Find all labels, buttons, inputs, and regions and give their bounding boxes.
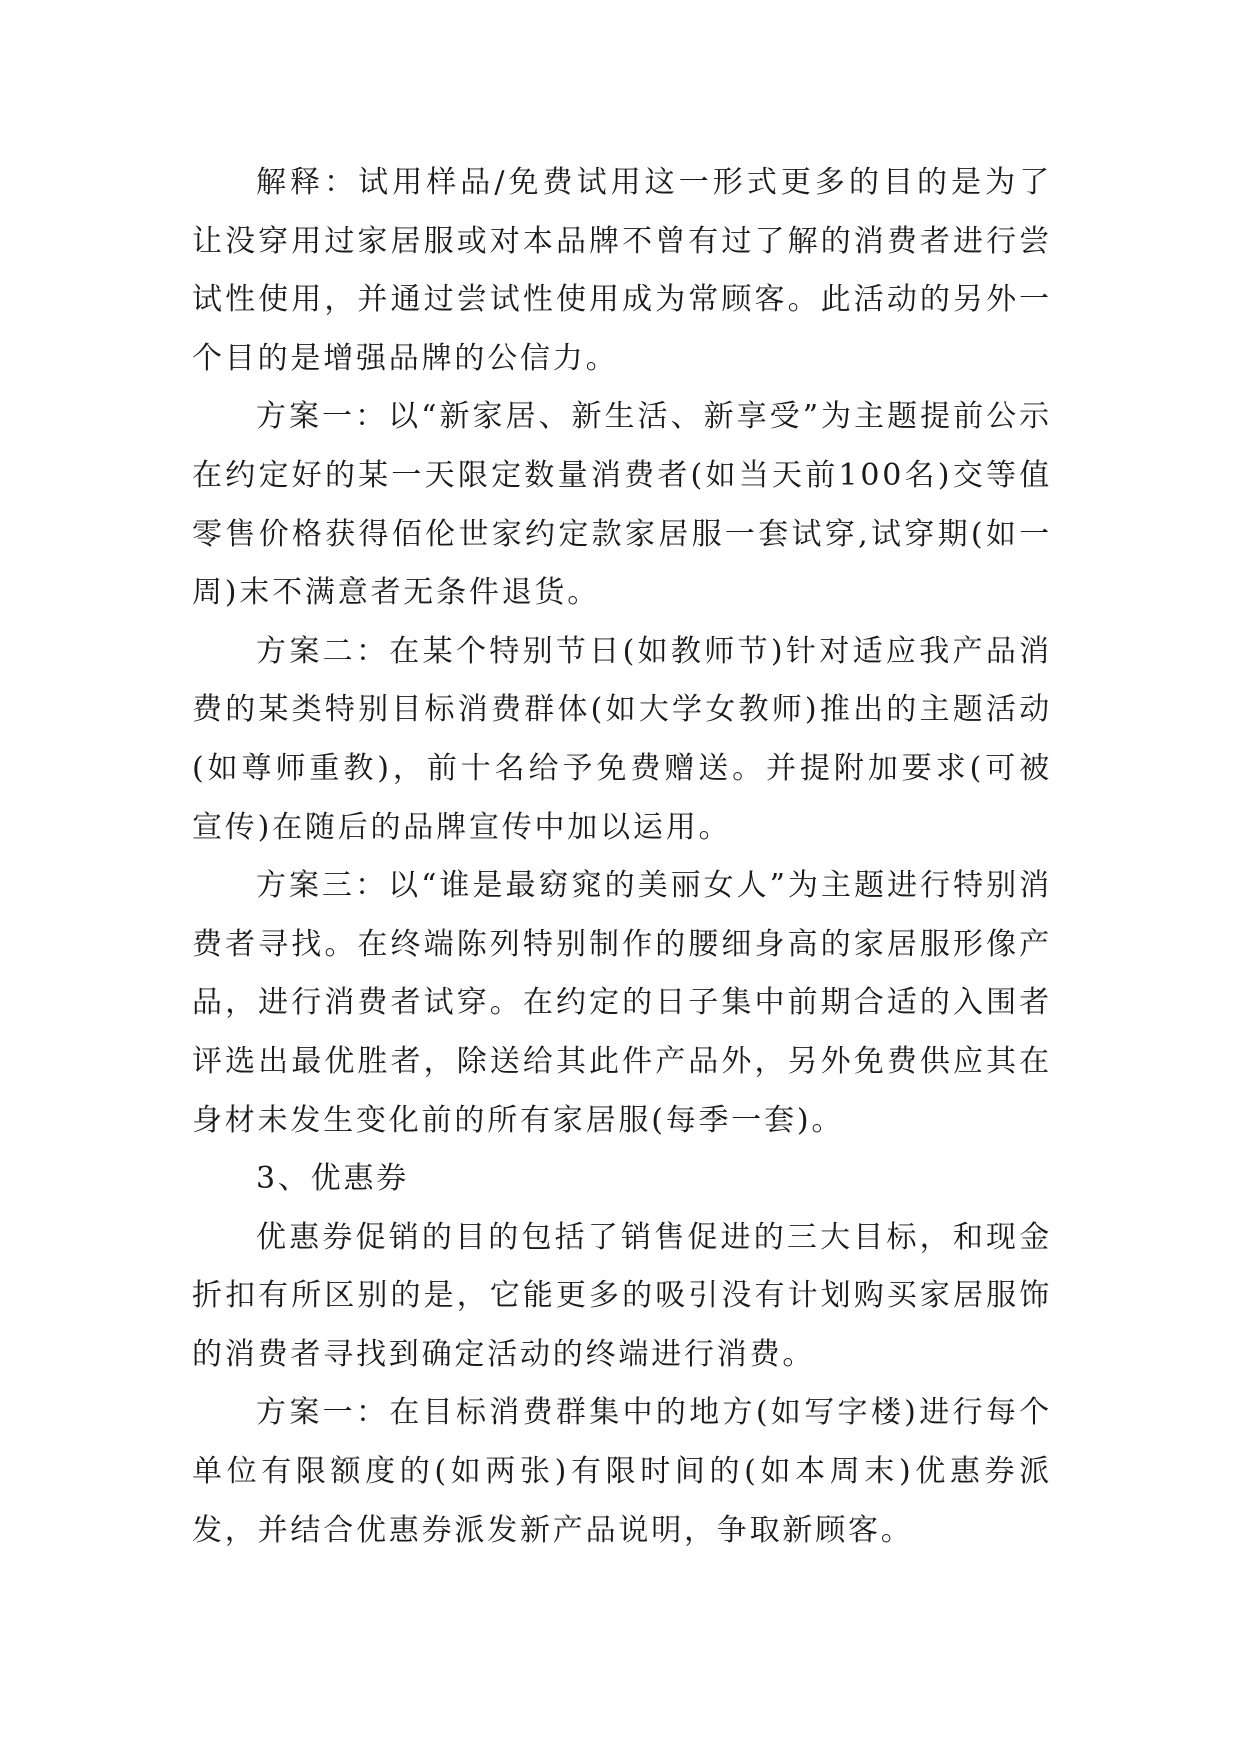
section-heading-coupons: 3、优惠券 — [256, 1161, 410, 1197]
paragraph-plan-three: 方案三：以“谁是最窈窕的美丽女人”为主题进行特别消费者寻找。在终端陈列特别制作的腰细身高的家居服形像产品，进行消费者试穿。在约定的日子集中前期合适的入围者评选出最优胜者，除送给其此件产品外，另外免费供应其在身材未发生变化前的所有家居服(每季一套)。 — [192, 868, 1052, 1138]
paragraph-plan-one: 方案一：以“新家居、新生活、新享受”为主题提前公示在约定好的某一天限定数量消费者(如当天前100名)交等值零售价格获得佰伦世家约定款家居服一套试穿,试穿期(如一周)末不满意者无条件退货。 — [192, 399, 1052, 611]
paragraph-coupon-plan-one: 方案一：在目标消费群集中的地方(如写字楼)进行每个单位有限额度的(如两张)有限时间的(如本周末)优惠券派发，并结合优惠券派发新产品说明，争取新顾客。 — [192, 1395, 1052, 1548]
paragraph-explanation: 解释：试用样品/免费试用这一形式更多的目的是为了让没穿用过家居服或对本品牌不曾有过了解的消费者进行尝试性使用，并通过尝试性使用成为常顾客。此活动的另外一个目的是增强品牌的公信力。 — [192, 165, 1052, 376]
paragraph-plan-two: 方案二：在某个特别节日(如教师节)针对适应我产品消费的某类特别目标消费群体(如大学女教师)推出的主题活动(如尊师重教)，前十名给予免费赠送。并提附加要求(可被宣传)在随后的品牌宣传中加以运用。 — [192, 633, 1052, 845]
paragraph-coupon-purpose: 优惠券促销的目的包括了销售促进的三大目标，和现金折扣有所区别的是，它能更多的吸引没有计划购买家居服饰的消费者寻找到确定活动的终端进行消费。 — [192, 1219, 1052, 1372]
document-body — [192, 154, 1052, 1560]
